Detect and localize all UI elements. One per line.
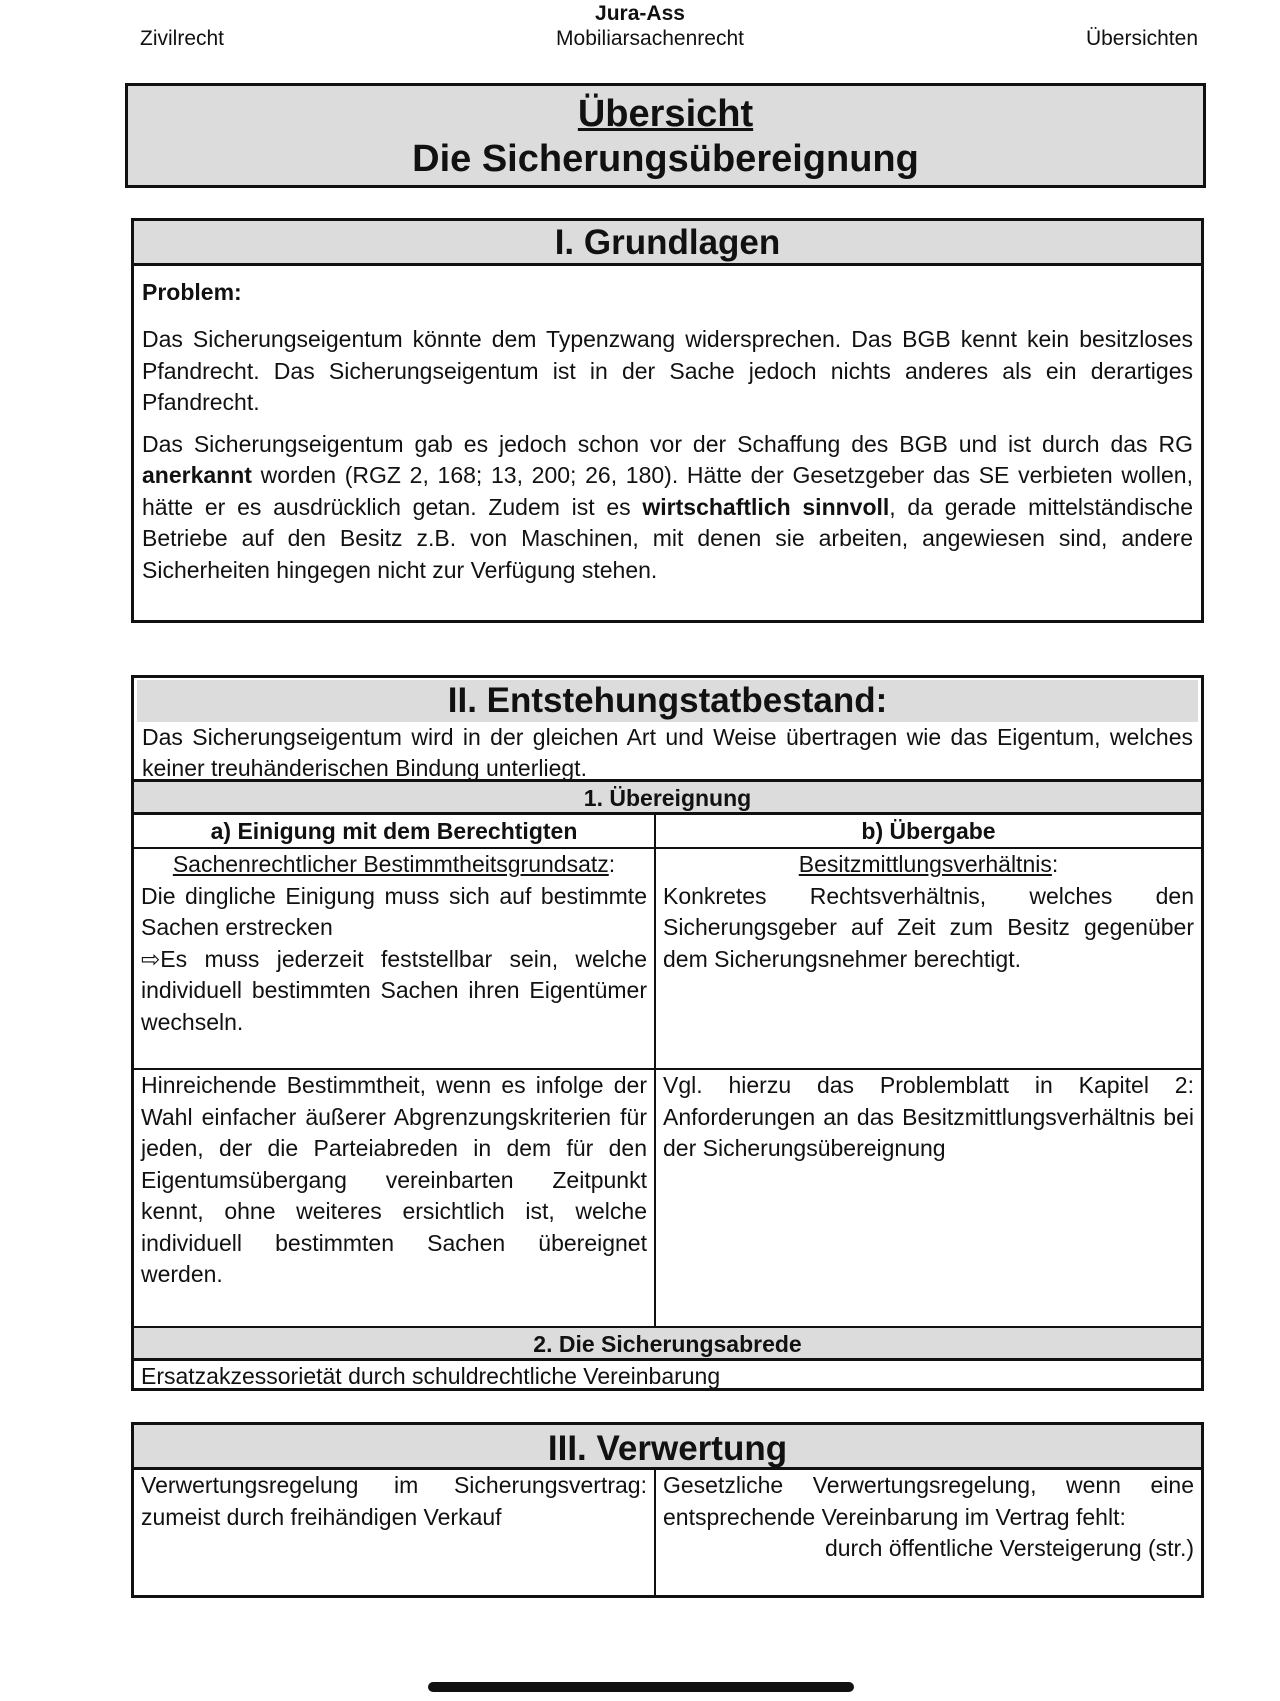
text-run: worden (RGZ 2, 168; 13, 200; 26, 180). Hätte der Gesetzgeber das SE verbieten wollen, hätte er es ausdrücklich getan. Zudem ist es xyxy=(142,462,1193,520)
text-run: , da gerade mittelständische Betriebe auf den Besitz z.B. von Maschinen, mit denen sie arbeiten, angewiesen sind, andere Sicherheiten hingegen nicht zur Verfügung stehen. xyxy=(142,493,1193,583)
cell-title xyxy=(663,849,1194,881)
table-cell: Verwertungsregelung im Sicherungsvertrag: zumeist durch freihändigen Verkauf xyxy=(134,1470,656,1595)
table-cell xyxy=(656,1470,1201,1595)
table-row xyxy=(134,1070,1201,1328)
table-cell xyxy=(134,849,656,1068)
section-entstehungstatbestand xyxy=(131,675,1204,1391)
section-verwertung xyxy=(131,1422,1204,1598)
cell-text: Gesetzliche Verwertungsregelung, wenn eine entsprechende Vereinbarung im Vertrag fehlt: xyxy=(663,1472,1194,1530)
cell-text: Konkretes Rechtsverhältnis, welches den Sicherungsgeber auf Zeit zum Besitz gegenüber dem Sicherungsnehmer berechtigt. xyxy=(663,882,1194,972)
table-cell xyxy=(656,849,1201,1068)
header-center: Mobiliarsachenrecht xyxy=(556,27,744,50)
page-header xyxy=(0,0,1280,60)
colon: : xyxy=(1051,851,1059,877)
bold-text: wirtschaftlich sinnvoll xyxy=(642,493,890,520)
page-subtitle: Die Sicherungsübereignung xyxy=(412,138,919,180)
section-heading: III. Verwertung xyxy=(134,1425,1201,1470)
cell-text: Die dingliche Einigung muss sich auf bestimmte Sachen erstrecken xyxy=(141,882,647,940)
colon: : xyxy=(608,851,616,877)
table-row xyxy=(134,849,1201,1070)
table-cell: Hinreichende Bestimmtheit, wenn es infolge der Wahl einfacher äußerer Abgrenzungskriterien für jeden, der die Parteiabreden in dem für den Eigentumsübergang vereinbarten Zeitpunkt kennt, ohne weiteres ersichtlich ist, welche individuell bestimmten Sachen übereignet werden. xyxy=(134,1070,656,1326)
subsection-heading: 1. Übereignung xyxy=(134,782,1201,815)
cell-title xyxy=(141,849,647,881)
page-title: Übersicht xyxy=(577,93,754,135)
section-intro: Das Sicherungseigentum wird in der gleichen Art und Weise übertragen wie das Eigentum, welches keiner treuhänderischen Bindung unterliegt. xyxy=(134,722,1201,782)
column-heading-einigung: a) Einigung mit dem Berechtigten xyxy=(134,815,656,847)
underlined-title: Besitzmittlungsverhältnis xyxy=(798,851,1052,877)
cell-text xyxy=(141,944,647,1039)
title-box xyxy=(125,83,1206,188)
subsection-heading: 2. Die Sicherungsabrede xyxy=(134,1328,1201,1361)
subsection-text: Ersatzakzessorietät durch schuldrechtliche Vereinbarung xyxy=(141,1363,721,1389)
problem-paragraph: Das Sicherungseigentum könnte dem Typenzwang widersprechen. Das BGB kennt kein besitzloses Pfandrecht. Das Sicherungseigentum ist in der Sache jedoch nichts anderes als ein derartiges Pfandrecht. xyxy=(142,326,1193,415)
home-indicator[interactable] xyxy=(428,1682,854,1692)
table-cell: Vgl. hierzu das Problemblatt in Kapitel 2: Anforderungen an das Besitzmittlungsverhältnis bei der Sicherungsübereignung xyxy=(663,1072,1194,1161)
underlined-title: Sachenrechtlicher Bestimmtheitsgrundsatz xyxy=(172,851,609,877)
header-right: Übersichten xyxy=(1085,27,1198,50)
text-run: Das Sicherungseigentum gab es jedoch schon vor der Schaffung des BGB und ist durch das RG xyxy=(142,430,1193,457)
argument-paragraph xyxy=(134,429,1201,587)
cell-text: durch öffentliche Versteigerung (str.) xyxy=(824,1535,1194,1561)
arrow-icon: ⇨ xyxy=(141,945,161,972)
column-heading-uebergabe: b) Übergabe xyxy=(861,818,996,844)
section-grundlagen xyxy=(131,218,1204,623)
text-run: Es muss jederzeit feststellbar sein, welche individuell bestimmten Sachen ihren Eigentümer wechseln. xyxy=(141,945,647,1035)
problem-label: Problem: xyxy=(142,279,242,305)
header-left: Zivilrecht xyxy=(140,27,225,50)
section-heading: II. Entstehungstatbestand: xyxy=(137,680,1198,722)
column-headers xyxy=(134,815,1201,849)
table-row xyxy=(134,1470,1201,1595)
header-brand: Jura-Ass xyxy=(595,2,685,25)
section-heading: I. Grundlagen xyxy=(134,221,1201,266)
bold-text: anerkannt xyxy=(142,462,252,488)
